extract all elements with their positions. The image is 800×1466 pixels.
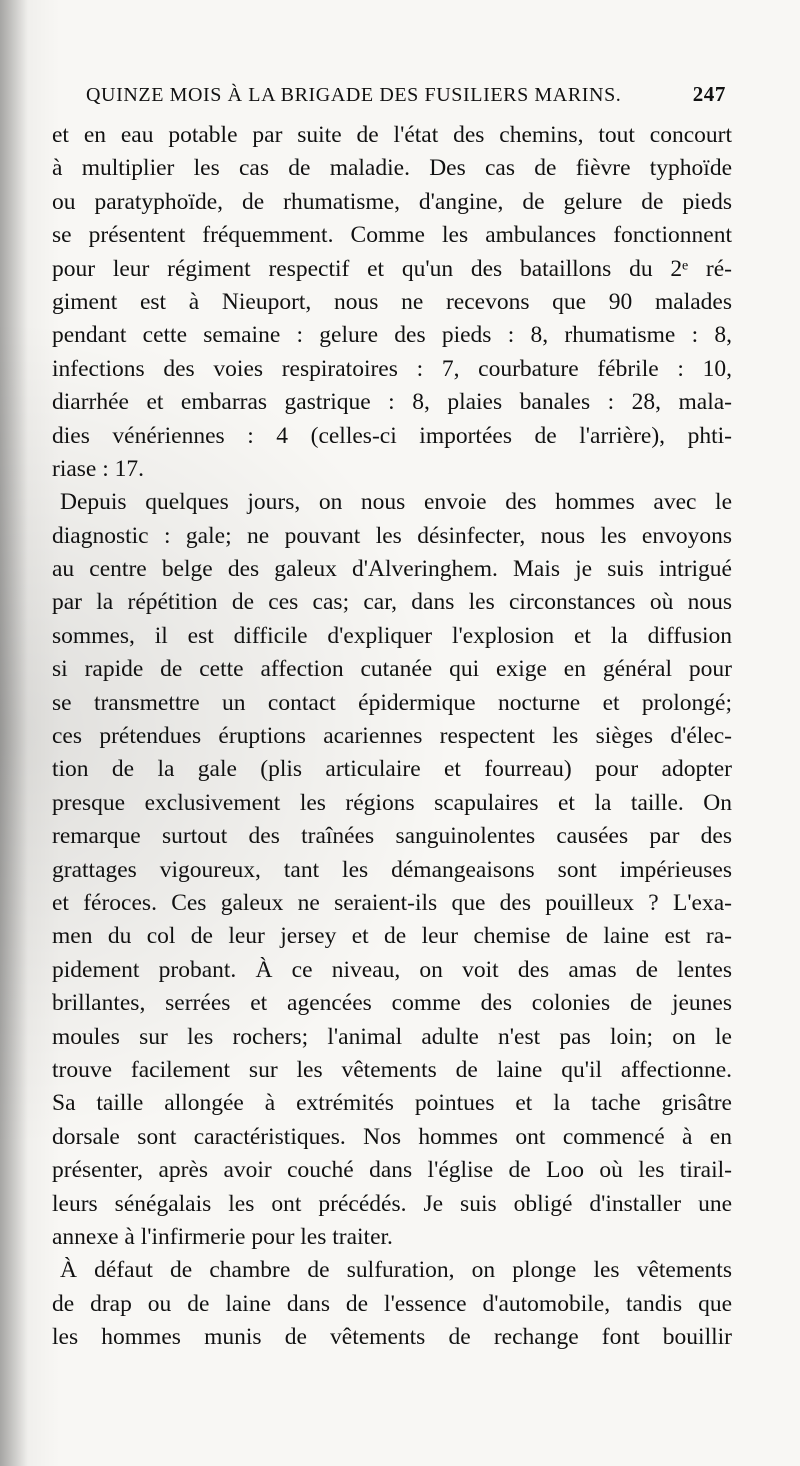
text-line: brillantes, serrées et agencées comme des colonies de jeunes — [52, 990, 732, 1017]
text-line: presque exclusivement les régions scapulaires et la taille. On — [52, 789, 732, 816]
text-line: moules sur les rochers; l'animal adulte n'est pas loin; on le — [52, 1023, 732, 1050]
text-line: tion de la gale (plis articulaire et fourreau) pour adopter — [52, 756, 732, 783]
text-line: si rapide de cette affection cutanée qui exige en général pour — [52, 656, 732, 683]
page-number: 247 — [692, 82, 726, 106]
text-line: pidement probant. À ce niveau, on voit des amas de lentes — [52, 956, 732, 983]
text-line: de drap ou de laine dans de l'essence d'automobile, tandis que — [52, 1290, 732, 1317]
running-head-title: QUINZE MOIS À LA BRIGADE DES FUSILIERS MARINS. — [86, 84, 622, 106]
text-line: grattages vigoureux, tant les démangeaisons sont impérieuses — [52, 856, 732, 883]
text-line: diarrhée et embarras gastrique : 8, plaies banales : 28, mala- — [52, 389, 732, 416]
text-line: riase : 17. — [52, 455, 145, 482]
text-line: et en eau potable par suite de l'état des chemins, tout concourt — [52, 122, 732, 148]
text-line: men du col de leur jersey et de leur chemise de laine est ra- — [52, 923, 732, 950]
text-line: Depuis quelques jours, on nous envoie des hommes avec le — [60, 489, 732, 516]
text-line: pendant cette semaine : gelure des pieds : 8, rhumatisme : 8, — [52, 322, 732, 349]
text-line: à multiplier les cas de maladie. Des cas de fièvre typhoïde — [52, 155, 732, 182]
text-line: ces prétendues éruptions acariennes respectent les sièges d'élec- — [52, 723, 732, 750]
text-line: pour leur régiment respectif et qu'un des bataillons du 2ᵉ ré- — [52, 255, 732, 282]
text-line: dies vénériennes : 4 (celles-ci importées de l'arrière), phti- — [52, 422, 732, 449]
text-line: les hommes munis de vêtements de rechange font bouillir — [52, 1324, 732, 1351]
text-line: giment est à Nieuport, nous ne recevons que 90 malades — [52, 288, 732, 315]
text-line: À défaut de chambre de sulfuration, on plonge les vêtements — [60, 1257, 732, 1284]
text-line: remarque surtout des traînées sanguinolentes causées par des — [52, 823, 732, 850]
text-line: et féroces. Ces galeux ne seraient-ils que des pouilleux ? L'exa- — [52, 889, 732, 916]
text-line: présenter, après avoir couché dans l'église de Loo où les tirail- — [52, 1157, 732, 1184]
text-line: au centre belge des galeux d'Alveringhem. Mais je suis intrigué — [52, 556, 732, 583]
text-line: par la répétition de ces cas; car, dans les circonstances où nous — [52, 589, 732, 616]
text-line: sommes, il est difficile d'expliquer l'explosion et la diffusion — [52, 622, 732, 649]
text-line: trouve facilement sur les vêtements de laine qu'il affectionne. — [52, 1056, 732, 1083]
text-line: infections des voies respiratoires : 7, courbature fébrile : 10, — [52, 355, 732, 382]
text-line: annexe à l'infirmerie pour les traiter. — [52, 1223, 393, 1250]
text-line: Sa taille allongée à extrémités pointues et la tache grisâtre — [52, 1090, 732, 1117]
text-line: dorsale sont caractéristiques. Nos hommes ont commencé à en — [52, 1123, 732, 1150]
running-head — [86, 82, 726, 112]
text-line: leurs sénégalais les ont précédés. Je suis obligé d'installer une — [52, 1190, 732, 1217]
text-line: diagnostic : gale; ne pouvant les désinfecter, nous les envoyons — [52, 522, 732, 549]
text-line: se transmettre un contact épidermique nocturne et prolongé; — [52, 689, 732, 716]
binding-shadow — [0, 0, 28, 1466]
text-line: ou paratyphoïde, de rhumatisme, d'angine, de gelure de pieds — [52, 188, 732, 215]
text-line: se présentent fréquemment. Comme les ambulances fonctionnent — [52, 222, 732, 249]
body-text — [52, 119, 732, 1354]
